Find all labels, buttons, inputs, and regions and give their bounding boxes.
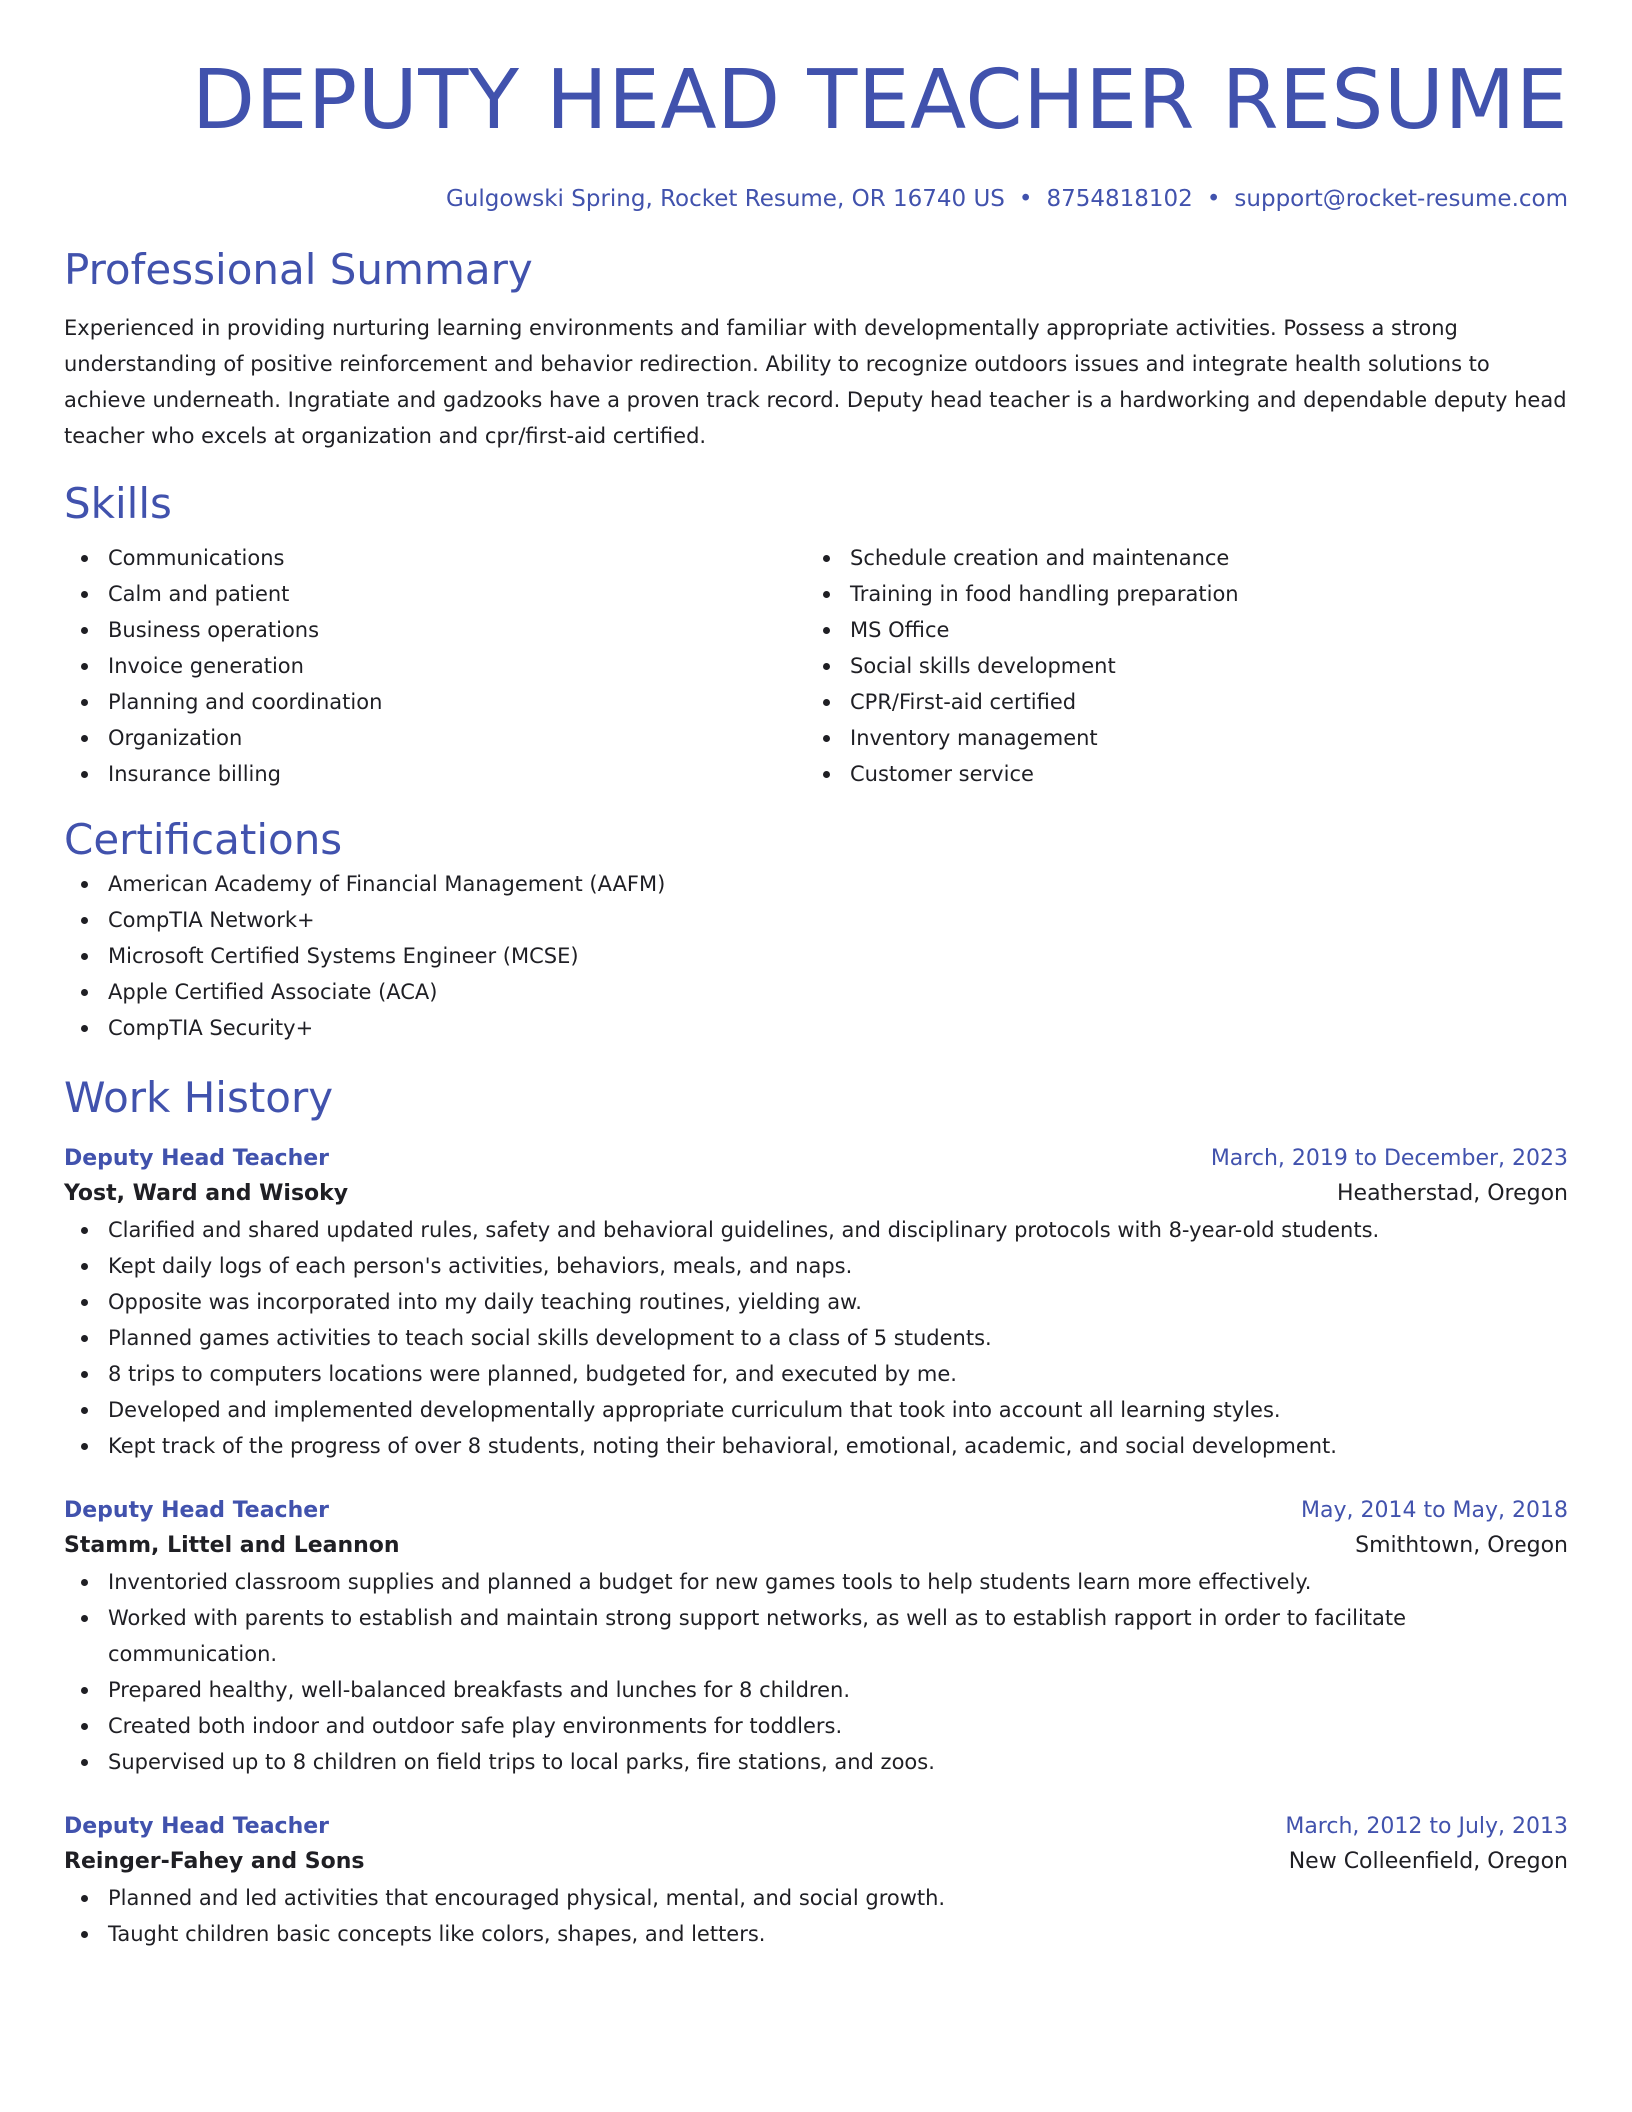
skill-item: Organization bbox=[64, 720, 806, 756]
skills-column-right bbox=[806, 540, 1548, 792]
skill-item: CPR/First-aid certified bbox=[806, 684, 1548, 720]
skills-list-left bbox=[64, 540, 806, 792]
skills-columns bbox=[64, 540, 1568, 792]
job-duties-list bbox=[64, 1212, 1568, 1464]
contact-phone: 8754818102 bbox=[1046, 186, 1193, 212]
job-duty: Clarified and shared updated rules, safety and behavioral guidelines, and disciplinary protocols with 8-year-old students. bbox=[64, 1212, 1568, 1248]
job-duty: Inventoried classroom supplies and planned a budget for new games tools to help students learn more effectively. bbox=[64, 1564, 1568, 1600]
job-duty: Kept daily logs of each person's activities, behaviors, meals, and naps. bbox=[64, 1248, 1568, 1284]
job-dates: May, 2014 to May, 2018 bbox=[1301, 1498, 1568, 1523]
skill-item: Communications bbox=[64, 540, 806, 576]
job-duty: Planned and led activities that encouraged physical, mental, and social growth. bbox=[64, 1880, 1568, 1916]
job-title: Deputy Head Teacher bbox=[64, 1814, 330, 1839]
skills-heading: Skills bbox=[64, 479, 172, 528]
job-company: Yost, Ward and Wisoky bbox=[64, 1181, 349, 1206]
contact-line bbox=[64, 184, 1568, 214]
job-dates: March, 2012 to July, 2013 bbox=[1285, 1814, 1568, 1839]
job-company: Reinger-Fahey and Sons bbox=[64, 1849, 365, 1874]
job-location: New Colleenfield, Oregon bbox=[1288, 1849, 1568, 1874]
job-duties-list bbox=[64, 1564, 1568, 1780]
certification-item: CompTIA Network+ bbox=[64, 902, 1568, 938]
certifications-heading: Certifications bbox=[64, 815, 343, 864]
job-entry bbox=[64, 1810, 1568, 1952]
job-subheader bbox=[64, 1176, 1568, 1212]
work-history-heading: Work History bbox=[64, 1073, 334, 1122]
summary-heading: Professional Summary bbox=[64, 245, 533, 294]
skill-item: Calm and patient bbox=[64, 576, 806, 612]
job-duty: 8 trips to computers locations were planned, budgeted for, and executed by me. bbox=[64, 1356, 1568, 1392]
job-duty: Worked with parents to establish and maintain strong support networks, as well as to establish rapport in order to facilitate communication. bbox=[64, 1600, 1568, 1672]
certification-item: Microsoft Certified Systems Engineer (MCSE) bbox=[64, 938, 1568, 974]
job-duty: Created both indoor and outdoor safe play environments for toddlers. bbox=[64, 1708, 1568, 1744]
contact-separator: • bbox=[1206, 186, 1221, 212]
skill-item: Training in food handling preparation bbox=[806, 576, 1548, 612]
skill-item: Invoice generation bbox=[64, 648, 806, 684]
job-header bbox=[64, 1142, 1568, 1176]
job-title: Deputy Head Teacher bbox=[64, 1146, 330, 1171]
job-subheader bbox=[64, 1528, 1568, 1564]
job-entry bbox=[64, 1142, 1568, 1464]
job-header bbox=[64, 1810, 1568, 1844]
job-duty: Opposite was incorporated into my daily teaching routines, yielding aw. bbox=[64, 1284, 1568, 1320]
job-duty: Kept track of the progress of over 8 students, noting their behavioral, emotional, academic, and social development. bbox=[64, 1428, 1568, 1464]
summary-text: Experienced in providing nurturing learning environments and familiar with developmentally appropriate activities. Possess a strong understanding of positive reinforcement and behavior redirection. Ability to recognize outdoors issues and integrate health solutions to achieve underneath. Ingratiate and gadzooks have a proven track record. Deputy head teacher is a hardworking and dependable deputy head teacher who excels at organization and cpr/first-aid certified. bbox=[64, 316, 1567, 448]
skill-item: MS Office bbox=[806, 612, 1548, 648]
skill-item: Business operations bbox=[64, 612, 806, 648]
job-duty: Taught children basic concepts like colors, shapes, and letters. bbox=[64, 1916, 1568, 1952]
certification-item: CompTIA Security+ bbox=[64, 1010, 1568, 1046]
certification-item: Apple Certified Associate (ACA) bbox=[64, 974, 1568, 1010]
certifications-list bbox=[64, 866, 1568, 1046]
skill-item: Social skills development bbox=[806, 648, 1548, 684]
job-company: Stamm, Littel and Leannon bbox=[64, 1533, 400, 1558]
job-duties-list bbox=[64, 1880, 1568, 1952]
skills-list-right bbox=[806, 540, 1548, 792]
skill-item: Insurance billing bbox=[64, 756, 806, 792]
job-subheader bbox=[64, 1844, 1568, 1880]
skills-column-left bbox=[64, 540, 806, 792]
job-location: Heatherstad, Oregon bbox=[1336, 1181, 1568, 1206]
skill-item: Planning and coordination bbox=[64, 684, 806, 720]
contact-email: support@rocket-resume.com bbox=[1234, 186, 1568, 212]
skill-item: Customer service bbox=[806, 756, 1548, 792]
job-title: Deputy Head Teacher bbox=[64, 1498, 330, 1523]
job-duty: Supervised up to 8 children on field trips to local parks, fire stations, and zoos. bbox=[64, 1744, 1568, 1780]
job-duty: Developed and implemented developmentally appropriate curriculum that took into account all learning styles. bbox=[64, 1392, 1568, 1428]
job-entry bbox=[64, 1494, 1568, 1780]
job-header bbox=[64, 1494, 1568, 1528]
job-duty: Prepared healthy, well-balanced breakfasts and lunches for 8 children. bbox=[64, 1672, 1568, 1708]
skill-item: Inventory management bbox=[806, 720, 1548, 756]
job-duty: Planned games activities to teach social skills development to a class of 5 students. bbox=[64, 1320, 1568, 1356]
certification-item: American Academy of Financial Management (AAFM) bbox=[64, 866, 1568, 902]
job-location: Smithtown, Oregon bbox=[1355, 1533, 1568, 1558]
resume-title: DEPUTY HEAD TEACHER RESUME bbox=[191, 53, 1568, 148]
job-dates: March, 2019 to December, 2023 bbox=[1210, 1146, 1568, 1171]
skill-item: Schedule creation and maintenance bbox=[806, 540, 1548, 576]
contact-address: Gulgowski Spring, Rocket Resume, OR 16740 US bbox=[445, 186, 1005, 212]
contact-separator: • bbox=[1018, 186, 1033, 212]
